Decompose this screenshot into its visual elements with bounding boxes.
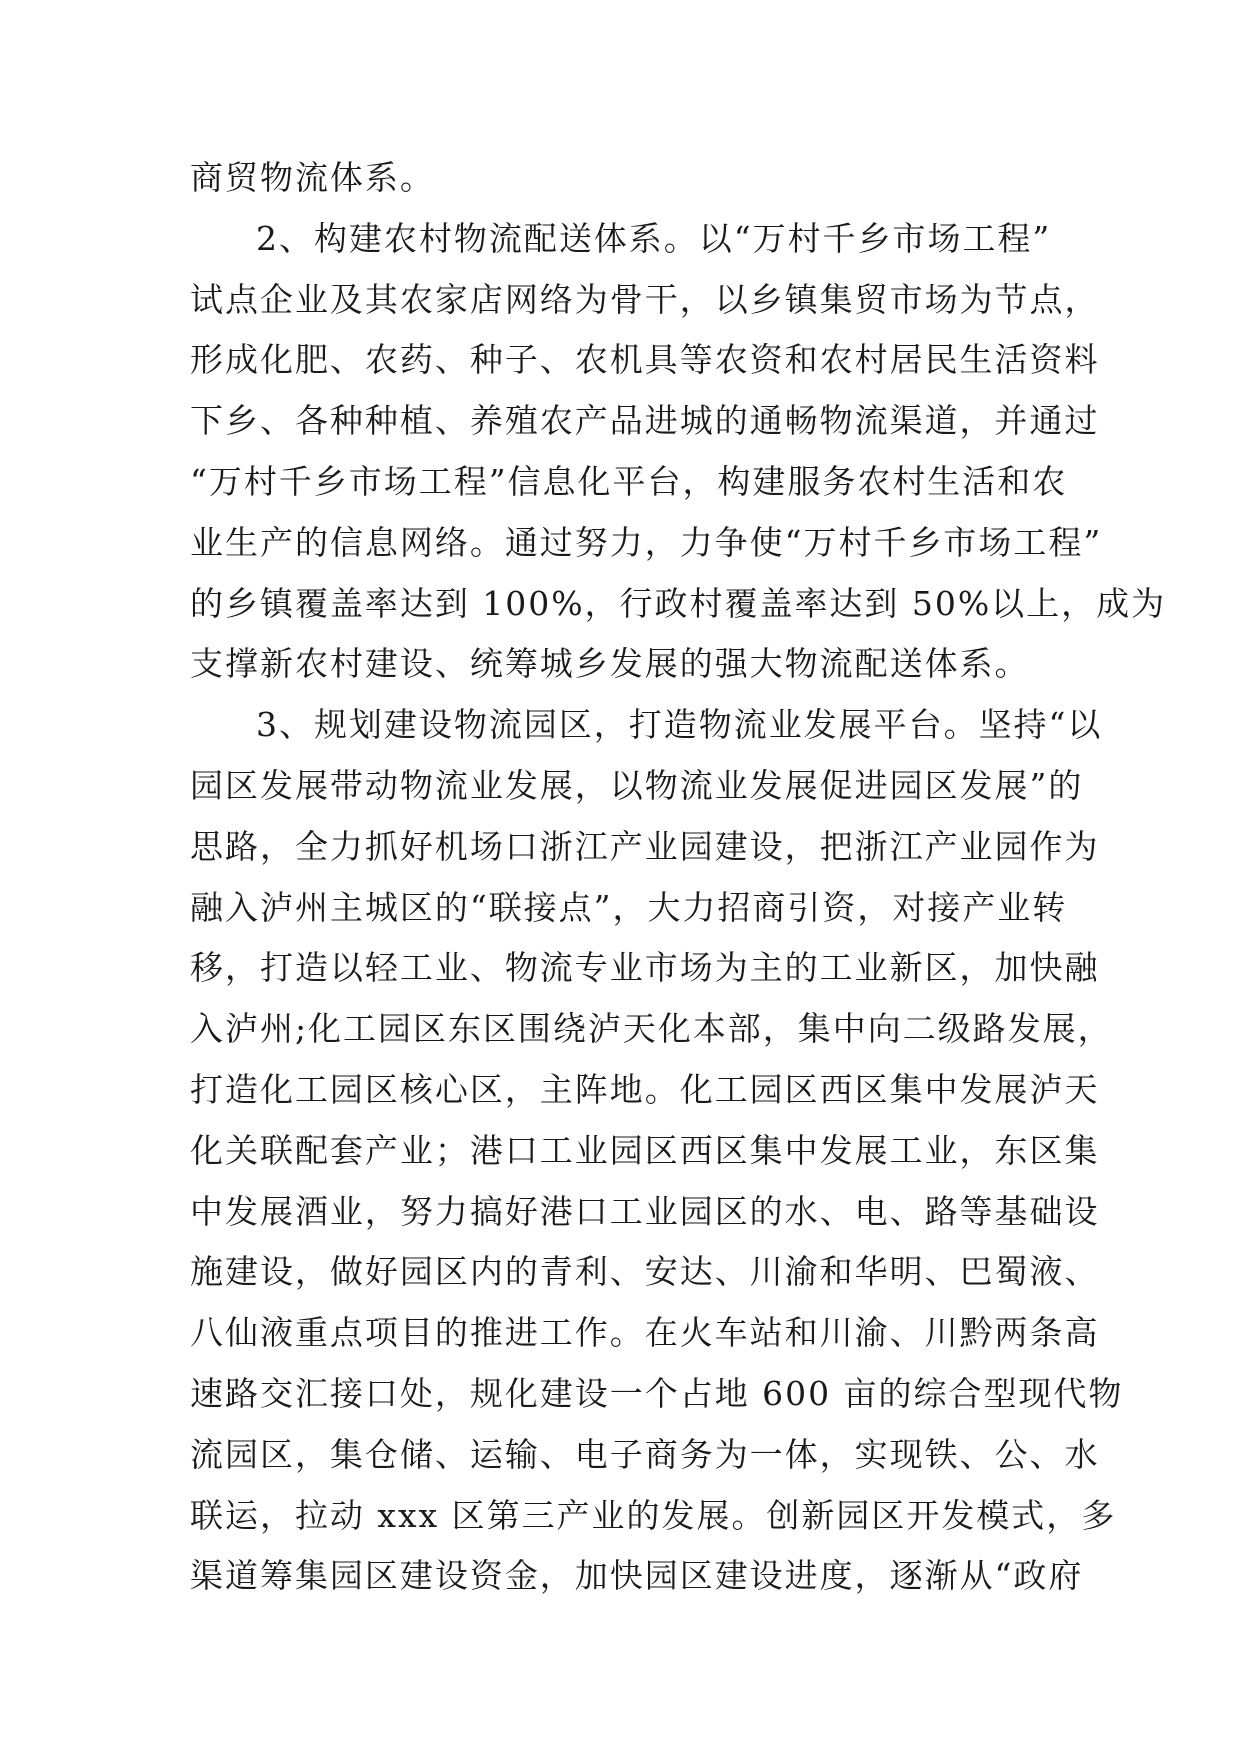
text-line: 思路，全力抓好机场口浙江产业园建设，把浙江产业园作为 xyxy=(190,826,1100,866)
document-body xyxy=(190,148,1167,1607)
text-line: 移，打造以轻工业、物流专业市场为主的工业新区，加快融 xyxy=(190,948,1100,988)
text-line: 八仙液重点项目的推进工作。在火车站和川渝、川黔两条高 xyxy=(190,1313,1100,1353)
text-line: 施建设，做好园区内的青利、安达、川渝和华明、巴蜀液、 xyxy=(190,1252,1100,1292)
paragraph-first-line: 3、规划建设物流园区，打造物流业发展平台。坚持“以 xyxy=(256,705,1103,745)
text-line: 试点企业及其农家店网络为骨干，以乡镇集贸市场为节点， xyxy=(190,279,1100,319)
text-line: 商贸物流体系。 xyxy=(190,158,435,197)
text-line: 流园区，集仓储、运输、电子商务为一体，实现铁、公、水 xyxy=(190,1434,1100,1474)
text-line: 融入泸州主城区的“联接点”，大力招商引资，对接产业转 xyxy=(190,887,1068,927)
text-line: 渠道筹集园区建设资金，加快园区建设进度，逐渐从“政府 xyxy=(190,1556,1084,1596)
text-line: 联运，拉动 xxx 区第三产业的发展。创新园区开发模式，多 xyxy=(190,1495,1117,1535)
text-line: 打造化工园区核心区，主阵地。化工园区西区集中发展泸天 xyxy=(190,1069,1100,1109)
text-line: 支撑新农村建设、统筹城乡发展的强大物流配送体系。 xyxy=(190,644,1030,684)
text-line: 下乡、各种种植、养殖农产品进城的通畅物流渠道，并通过 xyxy=(190,401,1100,441)
text-line: 业生产的信息网络。通过努力，力争使“万村千乡市场工程” xyxy=(190,522,1103,562)
text-line: “万村千乡市场工程”信息化平台，构建服务农村生活和农 xyxy=(190,461,1068,501)
paragraph-first-line: 2、构建农村物流配送体系。以“万村千乡市场工程” xyxy=(256,218,1052,258)
text-line: 中发展酒业，努力搞好港口工业园区的水、电、路等基础设 xyxy=(190,1191,1100,1231)
text-line: 园区发展带动物流业发展，以物流业发展促进园区发展”的 xyxy=(190,765,1084,805)
text-line: 速路交汇接口处，规化建设一个占地 600 亩的综合型现代物 xyxy=(190,1373,1124,1413)
text-line: 入泸州;化工园区东区围绕泸天化本部，集中向二级路发展， xyxy=(190,1009,1113,1049)
text-line: 形成化肥、农药、种子、农机具等农资和农村居民生活资料 xyxy=(190,340,1100,380)
text-line: 化关联配套产业；港口工业园区西区集中发展工业，东区集 xyxy=(190,1130,1100,1170)
text-line: 的乡镇覆盖率达到 100%，行政村覆盖率达到 50%以上，成为 xyxy=(190,583,1167,623)
